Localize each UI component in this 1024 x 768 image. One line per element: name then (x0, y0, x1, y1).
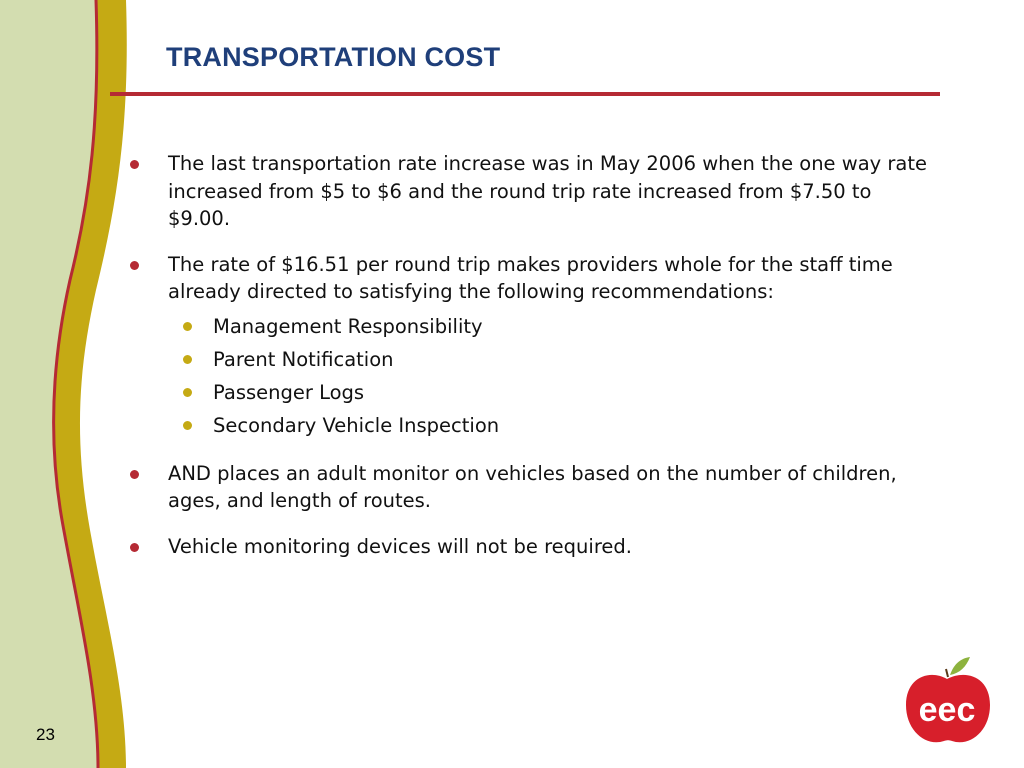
bullet-item (128, 460, 928, 515)
sub-bullet-list (168, 310, 928, 442)
left-decorative-band (0, 0, 140, 768)
bullet-list (128, 150, 928, 578)
sub-bullet-item (168, 310, 928, 343)
slide-title: TRANSPORTATION COST (166, 42, 501, 72)
sub-bullet-text: Passenger Logs (213, 380, 365, 404)
sub-bullet-item (168, 409, 928, 442)
eec-logo (900, 655, 995, 750)
bullet-dot-icon (130, 261, 139, 270)
bullet-text: The rate of $16.51 per round trip makes providers whole for the staff time already directed to satisfying the following recommendations: (168, 252, 893, 303)
sub-bullet-item (168, 343, 928, 376)
sub-bullet-dot-icon (183, 421, 192, 430)
sub-bullet-dot-icon (183, 388, 192, 397)
bullet-text: Vehicle monitoring devices will not be required. (168, 534, 633, 558)
bullet-item (128, 251, 928, 442)
sub-bullet-text: Management Responsibility (213, 314, 483, 338)
bullet-text: The last transportation rate increase was in May 2006 when the one way rate increased from $5 to $6 and the round trip rate increased from $7.50 to $9.00. (168, 152, 927, 230)
logo-text: eec (918, 691, 976, 729)
bullet-text: AND places an adult monitor on vehicles based on the number of children, ages, and length of routes. (168, 461, 897, 512)
sub-bullet-dot-icon (183, 355, 192, 364)
bullet-item (128, 533, 928, 561)
sub-bullet-text: Secondary Vehicle Inspection (213, 413, 500, 437)
page-number: 23 (36, 725, 55, 744)
sub-bullet-dot-icon (183, 322, 192, 331)
bullet-dot-icon (130, 470, 139, 479)
bullet-dot-icon (130, 160, 139, 169)
apple-leaf-icon (950, 657, 970, 675)
bullet-item (128, 150, 928, 233)
sub-bullet-item (168, 376, 928, 409)
sub-bullet-text: Parent Notification (213, 347, 394, 371)
title-underline (110, 92, 940, 96)
bullet-dot-icon (130, 543, 139, 552)
